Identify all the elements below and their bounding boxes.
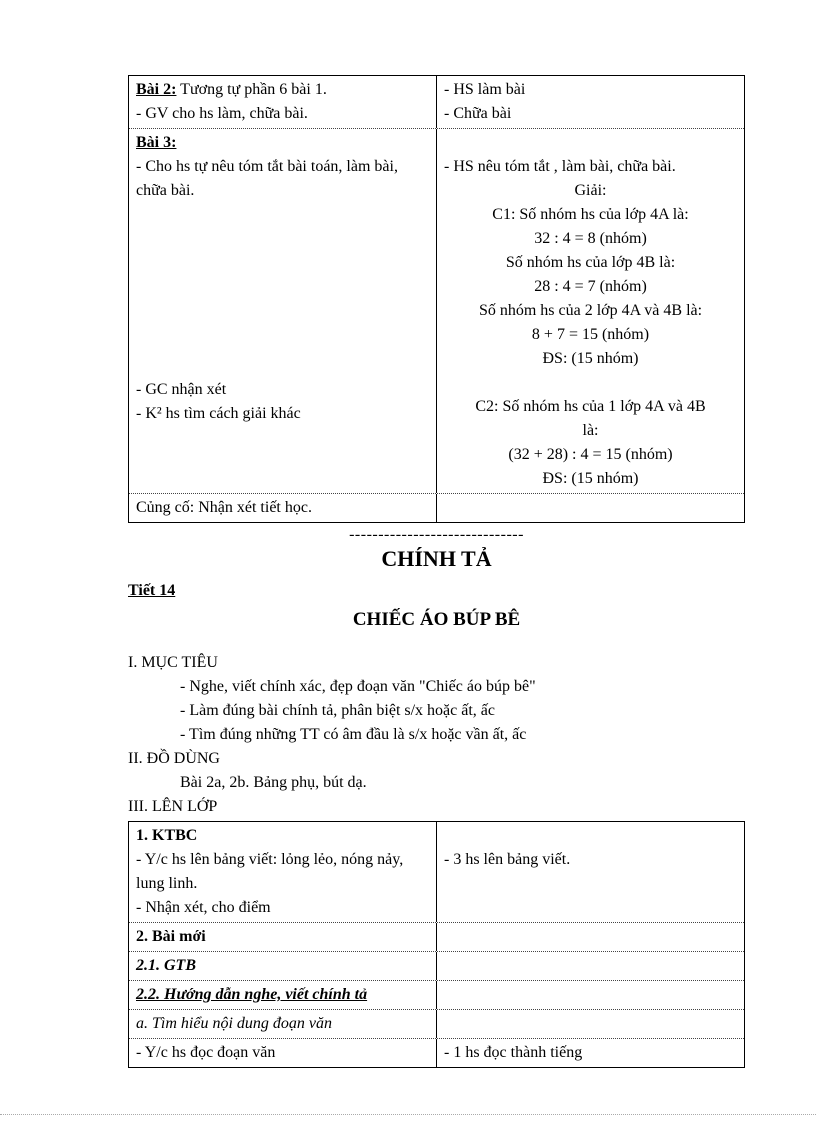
teacher-note: - Y/c hs đọc đoạn văn [136,1044,276,1061]
solution-line: C1: Số nhóm hs của lớp 4A là: [492,206,689,223]
teacher-note: - Cho hs tự nêu tóm tắt bài toán, làm bài, chữa bài. [136,158,398,199]
teacher-note: - GV cho hs làm, chữa bài. [136,105,308,122]
solution-line: 8 + 7 = 15 (nhóm) [531,326,650,343]
teacher-activity-cell [129,981,437,1009]
teacher-note: - K² hs tìm cách giải khác [136,405,301,422]
solution-block [444,179,737,491]
teacher-activity-cell [129,822,437,922]
student-note: - 1 hs đọc thành tiếng [444,1044,583,1061]
student-activity-cell [437,494,744,522]
table-row [129,76,744,128]
step-title-tim-hieu: a. Tìm hiểu nội dung đoạn văn [136,1015,332,1032]
step-title-huong-dan: 2.2. Hướng dẫn nghe, viết chính tả [136,986,368,1003]
student-activity-cell [437,76,744,128]
table-row [129,128,744,493]
teacher-note: - Nhận xét, cho điểm [136,899,271,916]
table-row [129,980,744,1009]
student-activity-cell [437,1010,744,1038]
step-title-ktbc: 1. KTBC [136,827,198,844]
objective-item: - Nghe, viết chính xác, đẹp đoạn văn "Chiếc áo búp bê" [180,678,536,695]
solution-line: 32 : 4 = 8 (nhóm) [534,230,647,247]
student-note: - 3 hs lên bảng viết. [444,851,571,868]
teacher-activity-cell [129,923,437,951]
student-activity-cell [437,981,744,1009]
lesson-title: CHIẾC ÁO BÚP BÊ [352,609,521,630]
objective-item: - Làm đúng bài chính tả, phân biệt s/x hoặc ất, ấc [180,702,496,719]
teacher-activity-cell [129,952,437,980]
lesson-table-bottom [128,821,745,1068]
page-edge-dotted-line [0,1114,816,1115]
wrap-up-note: Củng cố: Nhận xét tiết học. [136,499,312,516]
teacher-activity-cell [129,1039,437,1067]
table-row [129,1009,744,1038]
student-note: - Chữa bài [444,105,512,122]
student-note: - HS làm bài [444,81,526,98]
section-label-muc-tieu: I. MỤC TIÊU [128,654,218,671]
exercise-2-heading [136,78,429,102]
solution-label: Giải: [574,182,607,199]
exercise-3-label: Bài 3: [136,134,177,151]
exercise-3-heading [136,131,429,155]
student-activity-cell [437,952,744,980]
objective-item: - Tìm đúng những TT có âm đầu là s/x hoặc vần ất, ấc [180,726,527,743]
exercise-2-label: Bài 2: [136,81,177,98]
teacher-activity-cell [129,76,437,128]
exercise-2-text: Tương tự phần 6 bài 1. [176,81,327,98]
teacher-activity-cell [129,1010,437,1038]
table-row [129,1038,744,1067]
solution-line: 28 : 4 = 7 (nhóm) [534,278,647,295]
student-activity-cell [437,822,744,922]
teacher-note: - GC nhận xét [136,381,227,398]
student-note: - HS nêu tóm tắt , làm bài, chữa bài. [444,158,676,175]
lesson-number-row [128,573,745,603]
table-row [129,922,744,951]
table-row [129,493,744,522]
solution-line: C2: Số nhóm hs của 1 lớp 4A và 4B [475,398,706,415]
section-label-do-dung: II. ĐỒ DÙNG [128,750,220,767]
solution-line: Số nhóm hs của lớp 4B là: [505,254,676,271]
step-title-gtb: 2.1. GTB [136,957,196,974]
section-divider: ------------------------------ [349,526,524,543]
solution-line: (32 + 28) : 4 = 15 (nhóm) [508,446,673,463]
table-row [129,951,744,980]
materials-item: Bài 2a, 2b. Bảng phụ, bút dạ. [180,774,367,791]
solution-line: ĐS: (15 nhóm) [542,350,639,367]
lesson-table-top [128,75,745,523]
student-activity-cell [437,923,744,951]
solution-line: Số nhóm hs của 2 lớp 4A và 4B là: [478,302,703,319]
solution-line: là: [582,422,599,439]
teacher-activity-cell [129,494,437,522]
teacher-activity-cell [129,129,437,493]
student-activity-cell [437,1039,744,1067]
subject-heading: CHÍNH TẢ [381,546,492,571]
page-content [128,75,745,1068]
section-label-len-lop: III. LÊN LỚP [128,798,218,815]
student-activity-cell [437,129,744,493]
teacher-note: - Y/c hs lên bảng viết: lỏng lẻo, nóng nảy, lung linh. [136,851,404,892]
vertical-spacer [136,203,429,378]
table-row [129,822,744,922]
step-title-bai-moi: 2. Bài mới [136,928,206,945]
solution-line: ĐS: (15 nhóm) [542,470,639,487]
lesson-number: Tiết 14 [128,582,176,599]
